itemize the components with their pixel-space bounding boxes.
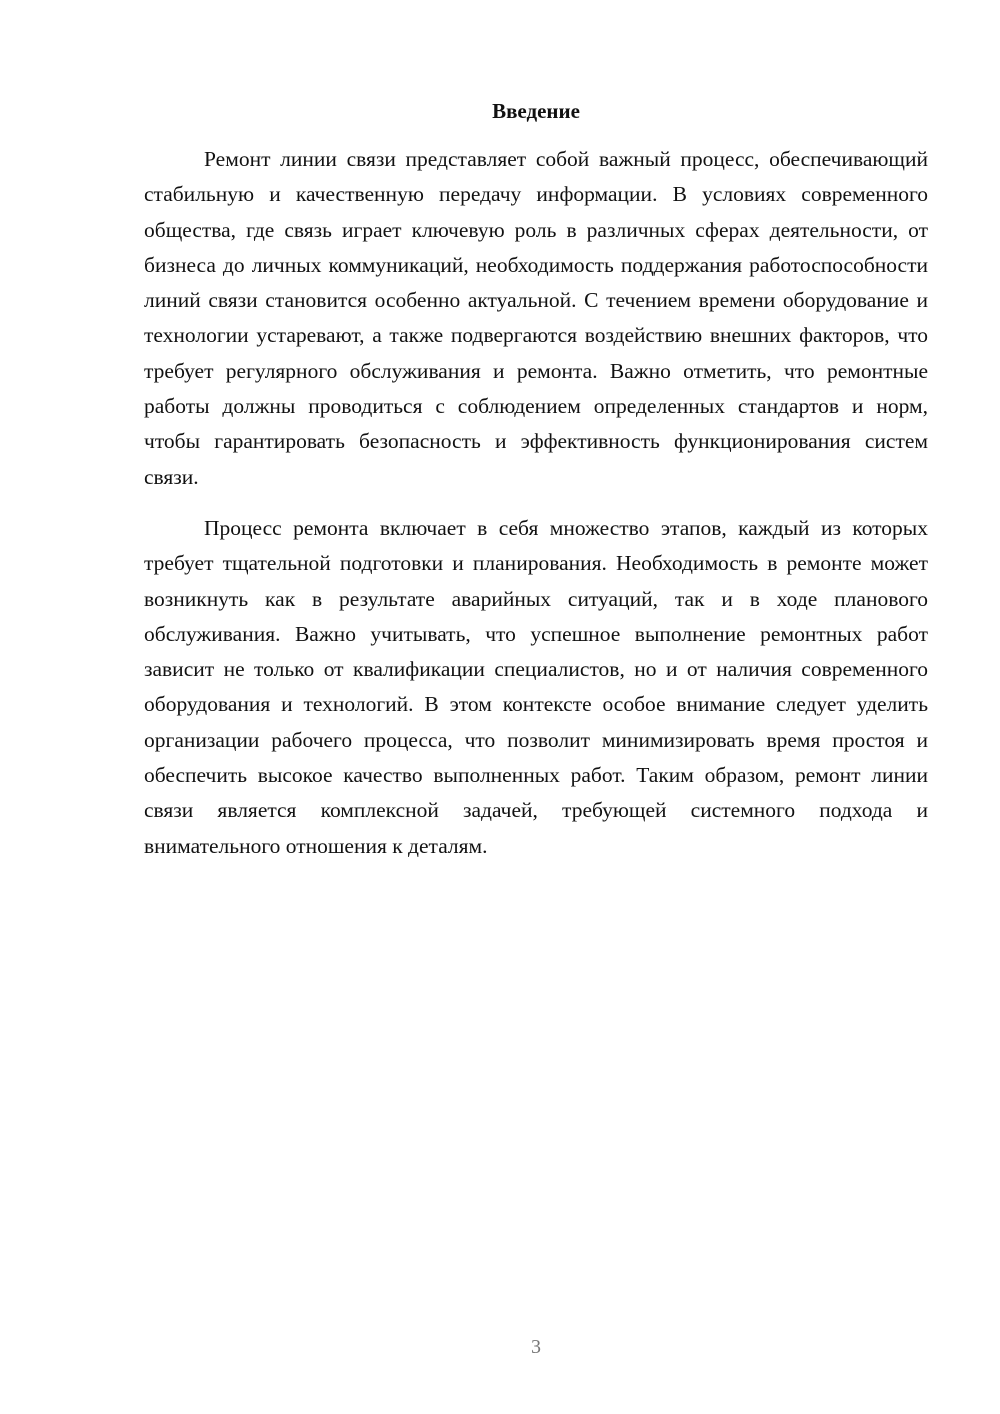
- page-number: 3: [531, 1336, 541, 1358]
- paragraph-1: Ремонт линии связи представляет собой важный процесс, обеспечивающий стабильную и качественную передачу информации. В условиях современного общества, где связь играет ключевую роль в различных сферах деятельности, от бизнеса до личных коммуникаций, необходимость поддержания работоспособности линий связи становится особенно актуальной. С течением времени оборудование и технологии устаревают, а также подвергаются воздействию внешних факторов, что требует регулярного обслуживания и ремонта. Важно отметить, что ремонтные работы должны проводиться с соблюдением определенных стандартов и норм, чтобы гарантировать безопасность и эффективность функционирования систем связи.: [144, 147, 928, 489]
- body-text: [144, 142, 928, 864]
- page-title: Введение: [492, 99, 580, 123]
- paragraph-2: Процесс ремонта включает в себя множество этапов, каждый из которых требует тщательной подготовки и планирования. Необходимость в ремонте может возникнуть как в результате аварийных ситуаций, так и в ходе планового обслуживания. Важно учитывать, что успешное выполнение ремонтных работ зависит не только от квалификации специалистов, но и от наличия современного оборудования и технологий. В этом контексте особое внимание следует уделить организации рабочего процесса, что позволит минимизировать время простоя и обеспечить высокое качество выполненных работ. Таким образом, ремонт линии связи является комплексной задачей, требующей системного подхода и внимательного отношения к деталям.: [144, 515, 928, 858]
